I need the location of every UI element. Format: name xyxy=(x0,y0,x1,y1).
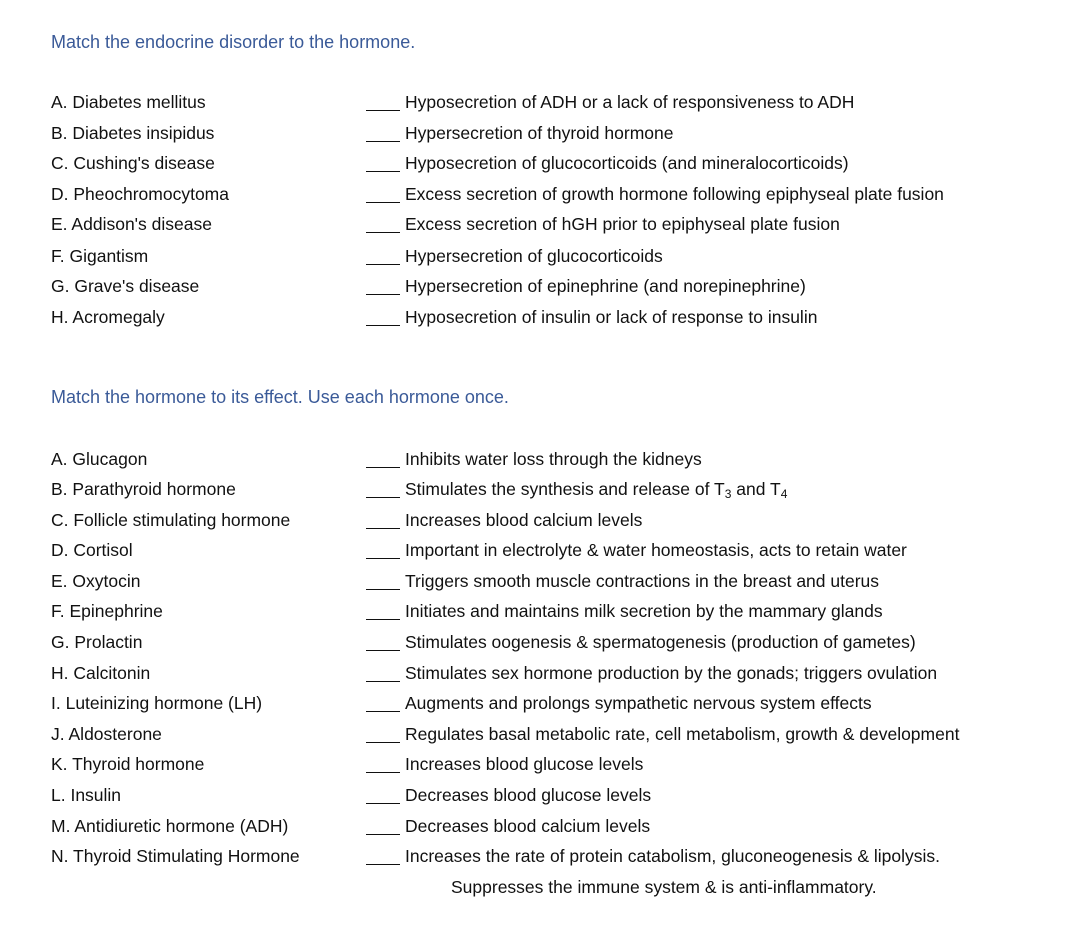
answer-blank[interactable] xyxy=(366,711,400,712)
hormone-description: Hypersecretion of thyroid hormone xyxy=(405,123,674,143)
hormone-term: M. Antidiuretic hormone (ADH) xyxy=(51,816,289,836)
section1-heading: Match the endocrine disorder to the hormone. xyxy=(51,32,416,52)
t4-subscript: 4 xyxy=(780,487,788,501)
effect-description: Initiates and maintains milk secretion by the mammary glands xyxy=(405,601,883,621)
t3-subscript: 3 xyxy=(724,487,732,501)
hormone-description: Excess secretion of growth hormone following epiphyseal plate fusion xyxy=(405,184,944,204)
hormone-term: I. Luteinizing hormone (LH) xyxy=(51,693,263,713)
section2-row xyxy=(0,692,1079,722)
effect-description: Increases blood glucose levels xyxy=(405,754,644,774)
answer-blank[interactable] xyxy=(366,232,400,233)
section1-row xyxy=(0,245,1079,275)
section2-row xyxy=(0,784,1079,814)
section1-row xyxy=(0,152,1079,182)
section2-row xyxy=(0,662,1079,692)
section2-row xyxy=(0,631,1079,661)
effect-description-continuation: Suppresses the immune system & is anti-inflammatory. xyxy=(451,877,877,897)
hormone-description: Hypersecretion of glucocorticoids xyxy=(405,246,663,266)
hormone-term: G. Prolactin xyxy=(51,632,143,652)
hormone-description: Hypersecretion of epinephrine (and norepinephrine) xyxy=(405,276,806,296)
disorder-term: D. Pheochromocytoma xyxy=(51,184,229,204)
answer-blank[interactable] xyxy=(366,681,400,682)
effect-description: Important in electrolyte & water homeostasis, acts to retain water xyxy=(405,540,907,560)
answer-blank[interactable] xyxy=(366,558,400,559)
hormone-term: A. Glucagon xyxy=(51,449,148,469)
effect-text: Stimulates the synthesis and release of T xyxy=(405,479,725,499)
effect-description: Regulates basal metabolic rate, cell metabolism, growth & development xyxy=(405,724,960,744)
hormone-term: K. Thyroid hormone xyxy=(51,754,205,774)
answer-blank[interactable] xyxy=(366,264,400,265)
section1-row xyxy=(0,91,1079,121)
hormone-term: F. Epinephrine xyxy=(51,601,163,621)
answer-blank[interactable] xyxy=(366,141,400,142)
hormone-term: J. Aldosterone xyxy=(51,724,162,744)
effect-description: Increases blood calcium levels xyxy=(405,510,643,530)
hormone-term: D. Cortisol xyxy=(51,540,133,560)
section1-row xyxy=(0,275,1079,305)
section2-row xyxy=(0,509,1079,539)
hormone-term: H. Calcitonin xyxy=(51,663,151,683)
effect-description: Increases the rate of protein catabolism, gluconeogenesis & lipolysis. xyxy=(405,846,941,866)
section2-row xyxy=(0,478,1079,508)
answer-blank[interactable] xyxy=(366,619,400,620)
section2-row xyxy=(0,753,1079,783)
answer-blank[interactable] xyxy=(366,202,400,203)
answer-blank[interactable] xyxy=(366,467,400,468)
answer-blank[interactable] xyxy=(366,110,400,111)
section2-row xyxy=(0,448,1079,478)
section1-row xyxy=(0,213,1079,243)
disorder-term: C. Cushing's disease xyxy=(51,153,215,173)
hormone-description: Hyposecretion of ADH or a lack of responsiveness to ADH xyxy=(405,92,855,112)
effect-description: Decreases blood glucose levels xyxy=(405,785,652,805)
section2-row xyxy=(0,815,1079,845)
hormone-term: L. Insulin xyxy=(51,785,122,805)
answer-blank[interactable] xyxy=(366,528,400,529)
answer-blank[interactable] xyxy=(366,325,400,326)
section2-row xyxy=(0,570,1079,600)
disorder-term: A. Diabetes mellitus xyxy=(51,92,206,112)
section1-row xyxy=(0,122,1079,152)
effect-description: Triggers smooth muscle contractions in the breast and uterus xyxy=(405,571,880,591)
answer-blank[interactable] xyxy=(366,589,400,590)
disorder-term: H. Acromegaly xyxy=(51,307,165,327)
hormone-term: B. Parathyroid hormone xyxy=(51,479,236,499)
effect-description: Stimulates sex hormone production by the gonads; triggers ovulation xyxy=(405,663,938,683)
section2-row xyxy=(0,600,1079,630)
hormone-term: N. Thyroid Stimulating Hormone xyxy=(51,846,300,866)
section2-row xyxy=(0,845,1079,875)
hormone-term: E. Oxytocin xyxy=(51,571,141,591)
answer-blank[interactable] xyxy=(366,834,400,835)
disorder-term: E. Addison's disease xyxy=(51,214,212,234)
answer-blank[interactable] xyxy=(366,497,400,498)
effect-text: and T xyxy=(731,479,781,499)
hormone-description: Excess secretion of hGH prior to epiphyseal plate fusion xyxy=(405,214,840,234)
answer-blank[interactable] xyxy=(366,171,400,172)
answer-blank[interactable] xyxy=(366,803,400,804)
hormone-description: Hyposecretion of insulin or lack of response to insulin xyxy=(405,307,818,327)
answer-blank[interactable] xyxy=(366,772,400,773)
effect-description xyxy=(405,478,787,500)
effect-description: Stimulates oogenesis & spermatogenesis (production of gametes) xyxy=(405,632,916,652)
answer-blank[interactable] xyxy=(366,650,400,651)
answer-blank[interactable] xyxy=(366,742,400,743)
answer-blank[interactable] xyxy=(366,864,400,865)
hormone-term: C. Follicle stimulating hormone xyxy=(51,510,291,530)
effect-description: Augments and prolongs sympathetic nervous system effects xyxy=(405,693,872,713)
answer-blank[interactable] xyxy=(366,294,400,295)
disorder-term: F. Gigantism xyxy=(51,246,149,266)
section2-row xyxy=(0,539,1079,569)
section2-row xyxy=(0,723,1079,753)
disorder-term: G. Grave's disease xyxy=(51,276,200,296)
effect-description: Decreases blood calcium levels xyxy=(405,816,651,836)
hormone-description: Hyposecretion of glucocorticoids (and mineralocorticoids) xyxy=(405,153,849,173)
section2-heading: Match the hormone to its effect. Use each hormone once. xyxy=(51,387,509,407)
effect-description: Inhibits water loss through the kidneys xyxy=(405,449,702,469)
section1-row xyxy=(0,306,1079,336)
section1-row xyxy=(0,183,1079,213)
disorder-term: B. Diabetes insipidus xyxy=(51,123,215,143)
